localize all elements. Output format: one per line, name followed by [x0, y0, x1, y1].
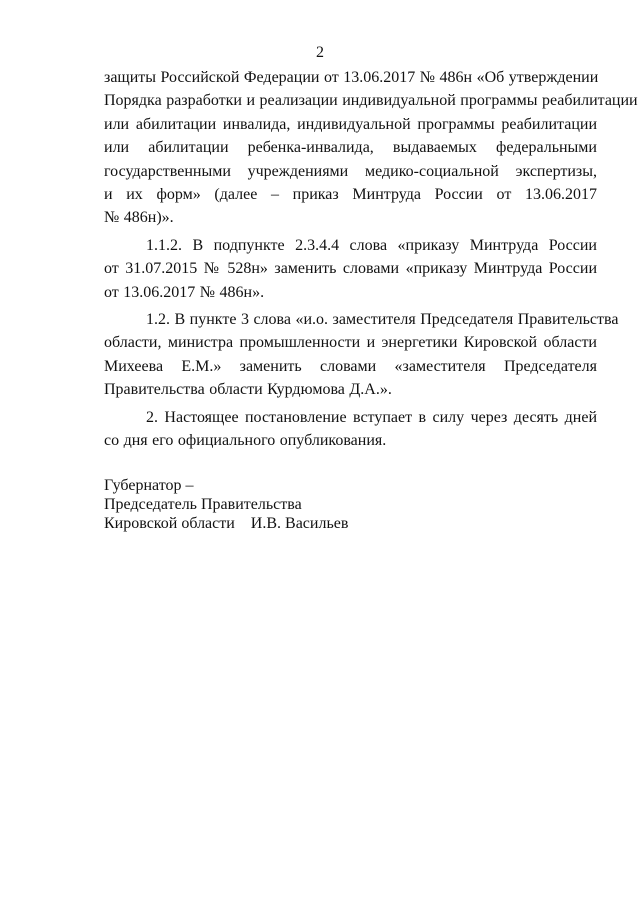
page-number: 2	[316, 44, 324, 61]
text-line: 1.2. В пункте 3 слова «и.о. заместителя Председателя Правительства	[146, 311, 619, 329]
text-line: Порядка разработки и реализации индивидуальной программы реабилитации	[104, 92, 638, 110]
paragraph-1-2	[104, 308, 619, 402]
text-line: 2. Настоящее постановление вступает в силу через десять дней	[146, 408, 597, 426]
text-line: Правительства области Курдюмова Д.А.».	[104, 381, 392, 399]
text-line: от 13.06.2017 № 486н».	[104, 283, 265, 301]
text-line: № 486н)».	[104, 209, 174, 227]
text-line: или абилитации инвалида, индивидуальной программы реабилитации	[104, 115, 597, 133]
text-line: от 31.07.2015 № 528н» заменить словами «приказу Минтруда России	[104, 260, 597, 278]
paragraph-1-1-2	[104, 234, 597, 304]
signature-block	[104, 476, 348, 533]
text-line: государственными учреждениями медико-социальной экспертизы,	[104, 162, 597, 180]
text-line: области, министра промышленности и энергетики Кировской области	[104, 334, 597, 352]
paragraph-continuation	[104, 66, 638, 230]
text-line: защиты Российской Федерации от 13.06.2017 № 486н «Об утверждении	[104, 69, 599, 86]
text-line: Михеева Е.М.» заменить словами «заместителя Председателя	[104, 357, 597, 375]
text-line: со дня его официального опубликования.	[104, 432, 387, 450]
signature-title: Губернатор –	[104, 477, 194, 494]
text-line: и их форм» (далее – приказ Минтруда России от 13.06.2017	[104, 186, 597, 204]
text-line: или абилитации ребенка-инвалида, выдаваемых федеральными	[104, 139, 597, 157]
text-line: 1.1.2. В подпункте 2.3.4.4 слова «приказу Минтруда России	[146, 236, 597, 254]
signature-name: Кировской области И.В. Васильев	[104, 515, 349, 532]
paragraph-2	[104, 406, 597, 453]
document-body	[104, 66, 638, 453]
signature-position: Председатель Правительства	[104, 496, 302, 513]
